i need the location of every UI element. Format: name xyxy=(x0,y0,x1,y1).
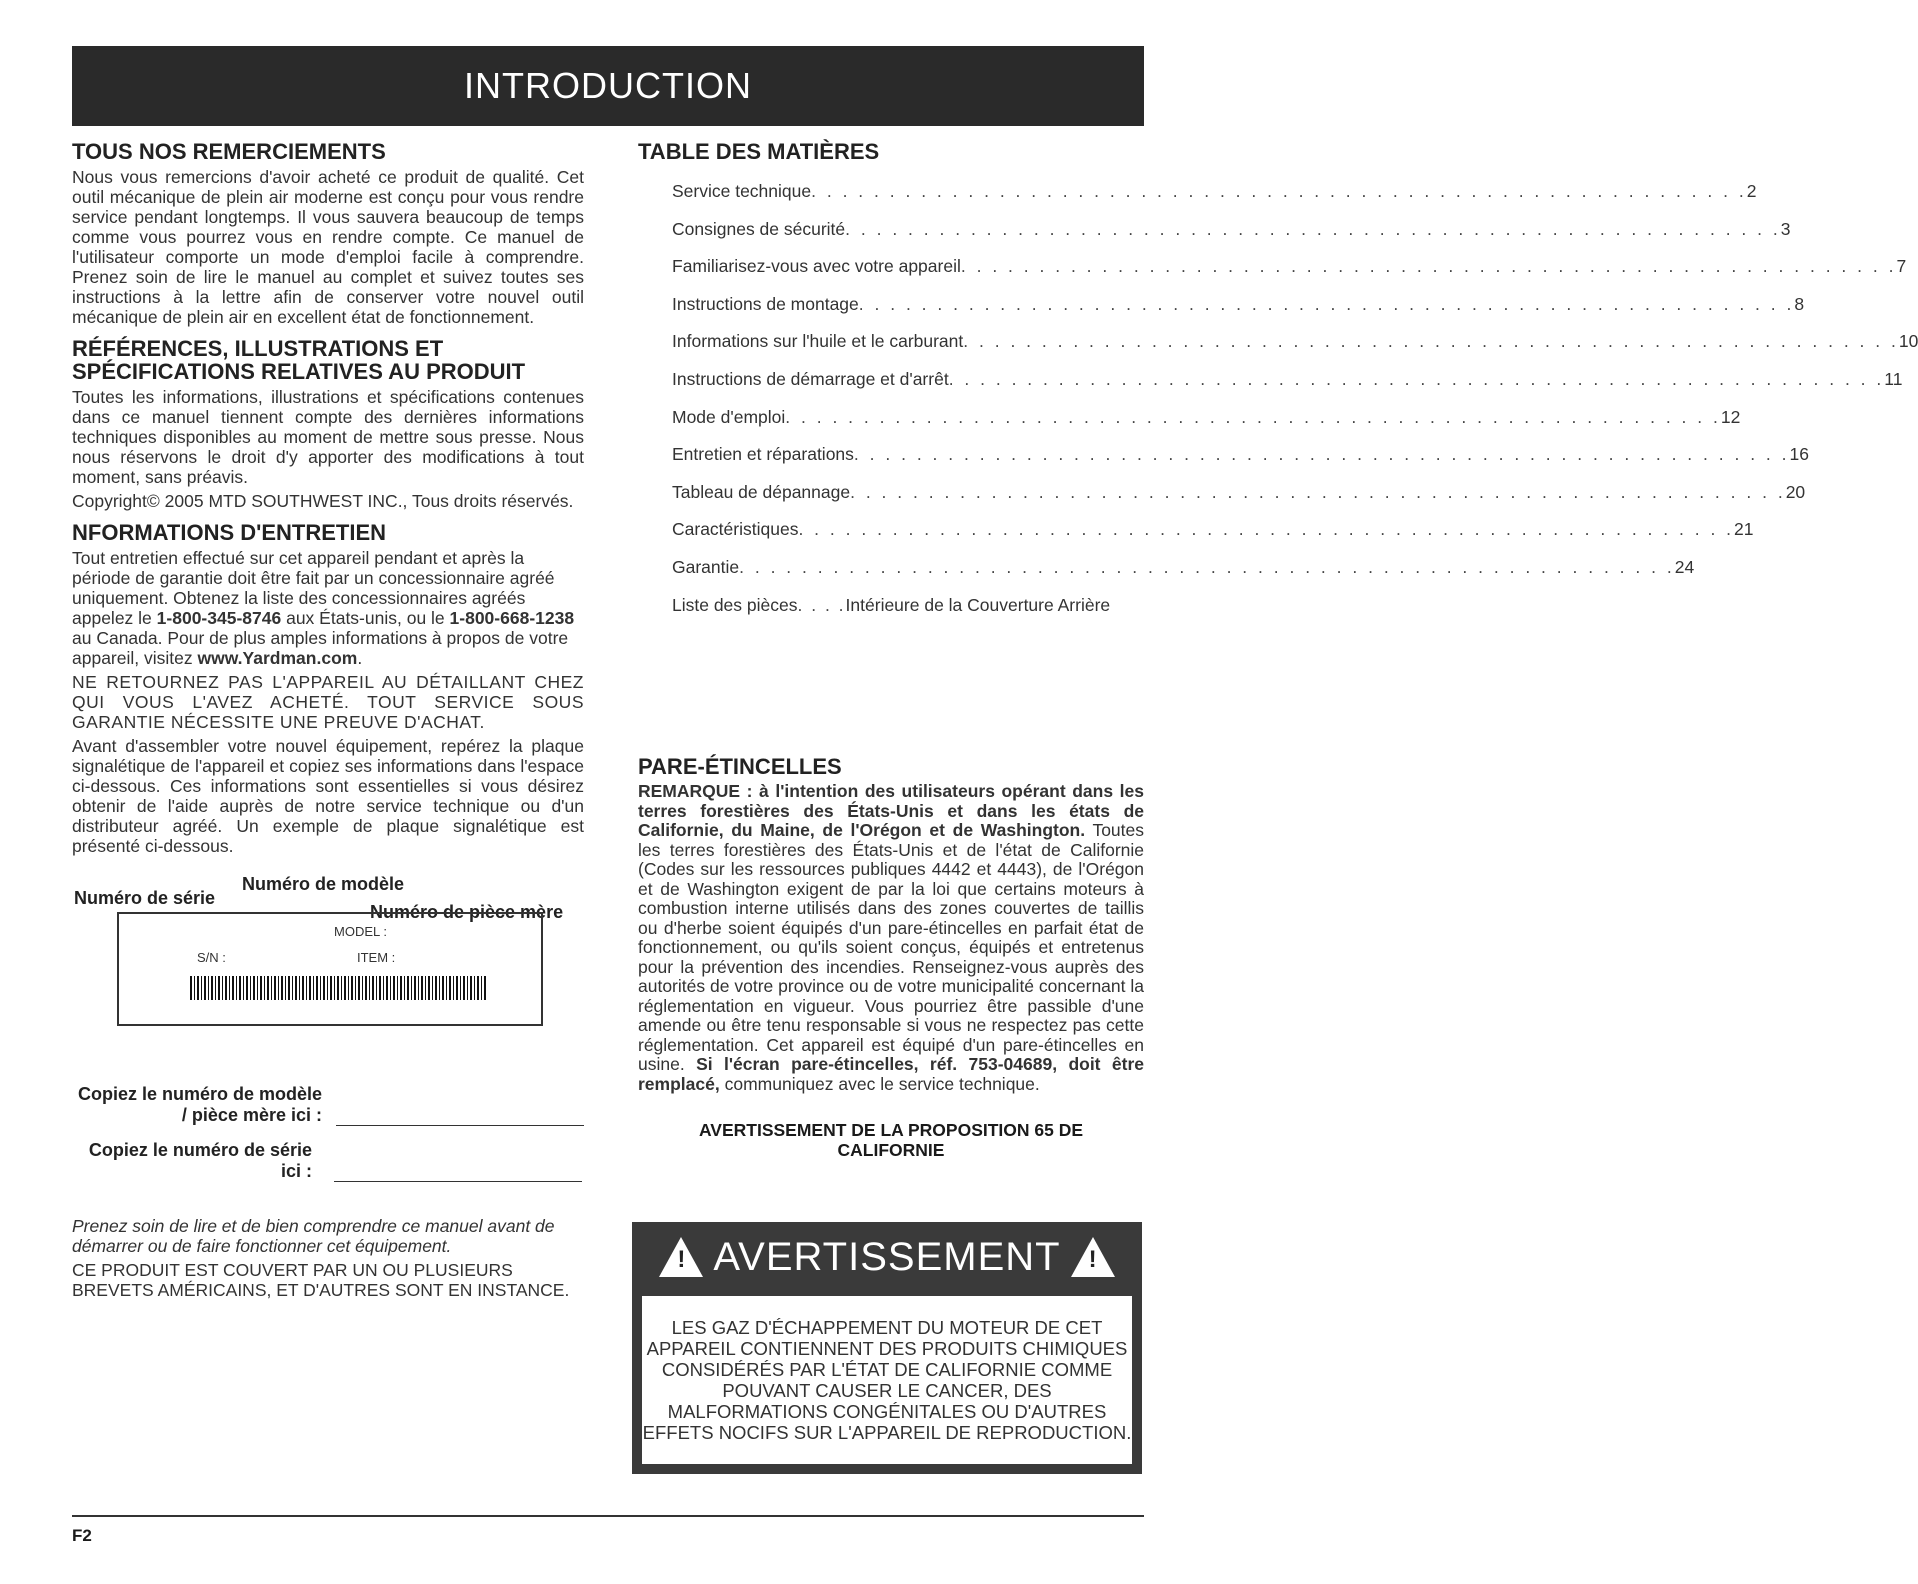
toc-page: 16 xyxy=(1789,444,1809,465)
plate-sn: S/N : xyxy=(197,950,226,965)
footer-rule xyxy=(72,1515,1144,1517)
left-column xyxy=(72,140,584,1304)
toc-item[interactable] xyxy=(672,595,1142,633)
copyright: Copyright© 2005 MTD SOUTHWEST INC., Tous droits réservés. xyxy=(72,491,574,511)
warning-box xyxy=(632,1222,1142,1474)
website-link[interactable]: www.Yardman.com xyxy=(197,648,358,668)
copy-serial-label: Copiez le numéro de série ici : xyxy=(88,1140,312,1181)
toc-page: 11 xyxy=(1884,368,1903,389)
thanks-body: Nous vous remercions d'avoir acheté ce produit de qualité. Cet outil mécanique de plein air moderne est conçu pour vous rendre service pendant longtemps. Il vous sauvera beaucoup de temps comme vous pourrez vous en rendre compte. Ce manuel de l'utilisateur comporte un mode d'emploi facile à comprendre. Prenez soin de lire le manuel au complet et suivez toutes ses instructions à la lettre afin de conserver votre nouvel outil mécanique de plein air en excellent état de fonctionnement. xyxy=(72,167,584,327)
toc-item[interactable] xyxy=(672,368,1903,407)
toc-leader: . . . . . . . . . . . . . . . . . . . . . . . . . . . . . . . . . . . . . . . . . . . . . . . . . . . . . . . . . . . . xyxy=(960,256,1897,277)
warning-title: AVERTISSEMENT xyxy=(713,1234,1061,1279)
copy-model-label: Copiez le numéro de modèle / pièce mère ici : xyxy=(77,1084,322,1125)
toc-page: 2 xyxy=(1746,181,1757,201)
read-manual-note: Prenez soin de lire et de bien comprendre ce manuel avant de démarrer ou de faire fonctionner cet équipement. xyxy=(72,1216,555,1256)
plate-intro: Avant d'assembler votre nouvel équipement, repérez la plaque signalétique de l'appareil et copiez ses informations dans l'espace ci-dessous. Ces informations sont essentielles si vous désirez obtenir de l'aide auprès de notre service technique ou d'un distributeur agréé. Un exemple de plaque signalétique est présenté ci-dessous. xyxy=(72,736,584,856)
warning-body: LES GAZ D'ÉCHAPPEMENT DU MOTEUR DE CET APPAREIL CONTIENNENT DES PRODUITS CHIMIQUES CONSIDÉRÉS PAR L'ÉTAT DE CALIFORNIE COMME POUVANT CAUSER LE CANCER, DES MALFORMATIONS CONGÉNITALES OU D'AUTRES EFFETS NOCIFS SUR L'APPAREIL DE REPRODUCTION. xyxy=(642,1296,1132,1464)
label-part: Numéro de pièce mère xyxy=(370,902,564,922)
spark-heading: PARE-ÉTINCELLES xyxy=(638,754,842,779)
toc-list xyxy=(672,181,1918,632)
toc-item[interactable] xyxy=(672,444,1809,482)
nameplate-diagram xyxy=(72,860,584,1060)
toc-leader: . . . . . . . . . . . . . . . . . . . . . . . . . . . . . . . . . . . . . . . . . . . . . . . . . . . . . . . . . . . . xyxy=(858,293,1795,314)
toc-title: Caractéristiques xyxy=(672,519,799,540)
toc-page: Intérieure de la Couverture Arrière xyxy=(845,594,1111,615)
toc-leader: . . . . . . . . . . . . . . . . . . . . . . . . . . . . . . . . . . . . . . . . . . . . . . . . . . . . . . . . . . . . xyxy=(963,331,1899,352)
phone-ca: 1-800-668-1238 xyxy=(449,608,575,628)
spark-text: Toutes les terres forestières des États-Unis et de l'état de Californie (Codes sur les ressources publiques 4442 et 4443), de l'Orégon et de Washington exigent de par la loi que certains moteurs à combustion interne utilisés dans des zones couvertes de taillis ou d'herbe soient équipés d'un pare-étincelles en parfait état de fonctionnement, ou qu'ils soient conçus, équipés et entretenus pour la prévention des incendies. Renseignez-vous auprès des autorités de votre province ou de votre municipalité concernant la réglementation en vigueur. Vous pourriez être passible d'une amende ou être tenu responsable si vous ne respectez pas cette réglementation. Cet appareil est équipé d'un pare-étincelles en usine. xyxy=(638,820,1144,1074)
toc-title: Liste des pièces xyxy=(672,594,798,615)
barcode xyxy=(190,976,486,1000)
spark-tail: communiquez avec le service technique. xyxy=(724,1073,1040,1094)
copy-serial-field[interactable] xyxy=(334,1163,582,1182)
service-text-a: Tout entretien effectué sur cet appareil pendant et après la période de garantie doit être fait par un concessionnaire agréé uniquement. Obtenez la liste des concessionnaires agréés appelez le xyxy=(72,548,555,628)
service-text-d: . xyxy=(357,648,363,668)
toc-leader: . . . . . . . . . . . . . . . . . . . . . . . . . . . . . . . . . . . . . . . . . . . . . . . . . . . . . . . . . . . . xyxy=(798,519,1735,540)
prop65-heading: AVERTISSEMENT DE LA PROPOSITION 65 DE CALIFORNIE xyxy=(698,1120,1084,1160)
copy-serial-row xyxy=(72,1140,584,1182)
page-number: F2 xyxy=(72,1526,92,1545)
copy-model-row xyxy=(72,1084,584,1126)
toc-title: Entretien et réparations xyxy=(672,444,854,465)
toc-title: Familiarisez-vous avec votre appareil xyxy=(672,256,961,277)
toc-title: Consignes de sécurité xyxy=(672,218,846,239)
service-heading: NFORMATIONS D'ENTRETIEN xyxy=(72,520,387,545)
toc-item[interactable] xyxy=(672,218,1791,257)
plate-model: MODEL : xyxy=(334,924,387,939)
toc-item[interactable] xyxy=(672,519,1754,557)
toc-leader: . . . . . . . . . . . . . . . . . . . . . . . . . . . . . . . . . . . . . . . . . . . . . . . . . . . . . . . . . . . . xyxy=(785,406,1721,427)
toc-item[interactable] xyxy=(672,331,1918,369)
toc-page: 12 xyxy=(1720,406,1741,427)
toc-item[interactable] xyxy=(672,556,1695,595)
refs-body: Toutes les informations, illustrations et spécifications contenues dans ce manuel tiennent compte des dernières informations techniques disponibles au moment de mettre sous presse. Nous nous réservons le droit d'y apporter des modifications à tout moment, sans préavis. xyxy=(72,387,584,487)
toc-leader: . . . . . . . . . . . . . . . . . . . . . . . . . . . . . . . . . . . . . . . . . . . . . . . . . . . . . . . . . . . . xyxy=(811,181,1747,201)
label-serial: Numéro de série xyxy=(74,888,216,908)
refs-heading: RÉFÉRENCES, ILLUSTRATIONS ET SPÉCIFICATIONS RELATIVES AU PRODUIT xyxy=(72,336,526,384)
toc-leader: . . . . . . . . . . . . . . . . . . . . . . . . . . . . . . . . . . . . . . . . . . . . . . . . . . . . . . . . . . . . xyxy=(853,444,1790,465)
service-body xyxy=(72,548,584,668)
toc-page: 20 xyxy=(1785,481,1806,502)
toc-leader: . . . . xyxy=(797,594,846,615)
toc-item[interactable] xyxy=(672,293,1805,332)
toc-leader: . . . . . . . . . . . . . . . . . . . . . . . . . . . . . . . . . . . . . . . . . . . . . . . . . . . . . . . . . . . . xyxy=(739,556,1675,577)
right-column xyxy=(638,139,1918,632)
thanks-heading: TOUS NOS REMERCIEMENTS xyxy=(72,139,386,164)
toc-heading: TABLE DES MATIÈRES xyxy=(638,139,880,164)
label-model: Numéro de modèle xyxy=(242,874,405,894)
toc-leader: . . . . . . . . . . . . . . . . . . . . . . . . . . . . . . . . . . . . . . . . . . . . . . . . . . . . . . . . . . . . xyxy=(850,481,1786,502)
toc-title: Tableau de dépannage xyxy=(672,481,851,502)
toc-page: 10 xyxy=(1898,331,1918,352)
service-text-b: aux États-unis, ou le xyxy=(286,608,445,628)
intro-banner xyxy=(72,46,1144,126)
warning-icon: ! xyxy=(659,1237,703,1277)
plate-item: ITEM : xyxy=(357,950,396,965)
toc-item[interactable] xyxy=(672,181,1757,219)
toc-page: 7 xyxy=(1896,256,1907,277)
banner-title: INTRODUCTION xyxy=(464,65,752,106)
toc-page: 21 xyxy=(1734,519,1754,540)
copy-model-field[interactable] xyxy=(336,1107,584,1126)
toc-title: Service technique xyxy=(672,181,812,201)
phone-us: 1-800-345-8746 xyxy=(156,608,282,628)
spark-replace: Si l'écran pare-étincelles, réf. 753-04689, doit être remplacé, xyxy=(638,1054,1144,1094)
spark-note: REMARQUE : à l'intention des utilisateurs opérant dans les terres forestières des États-Unis et dans les états de Californie, du Maine, de l'Orégon et de Washington. xyxy=(638,781,1144,840)
toc-page: 24 xyxy=(1674,556,1695,577)
patent-notice: CE PRODUIT EST COUVERT PAR UN OU PLUSIEURS BREVETS AMÉRICAINS, ET D'AUTRES SONT EN INSTANCE. xyxy=(72,1260,570,1300)
service-text-c: au Canada. Pour de plus amples informations à propos de votre appareil, visitez xyxy=(72,628,569,668)
nameplate xyxy=(117,912,543,1026)
toc-page: 8 xyxy=(1794,293,1805,314)
toc-item[interactable] xyxy=(672,481,1806,520)
toc-title: Instructions de démarrage et d'arrêt xyxy=(672,368,949,389)
spark-body xyxy=(638,782,1144,1094)
toc-title: Garantie xyxy=(672,556,740,577)
toc-page: 3 xyxy=(1780,218,1791,239)
toc-item[interactable] xyxy=(672,406,1741,445)
toc-title: Mode d'emploi xyxy=(672,406,786,427)
return-notice: NE RETOURNEZ PAS L'APPAREIL AU DÉTAILLANT CHEZ QUI VOUS L'AVEZ ACHETÉ. TOUT SERVICE SOUS GARANTIE NÉCESSITE UNE PREUVE D'ACHAT. xyxy=(72,672,584,732)
toc-leader: . . . . . . . . . . . . . . . . . . . . . . . . . . . . . . . . . . . . . . . . . . . . . . . . . . . . . . . . . . . . xyxy=(845,218,1781,239)
toc-title: Instructions de montage xyxy=(672,293,859,314)
toc-item[interactable] xyxy=(672,256,1907,294)
spark-section xyxy=(638,755,1144,1160)
warning-icon: ! xyxy=(1071,1237,1115,1277)
toc-leader: . . . . . . . . . . . . . . . . . . . . . . . . . . . . . . . . . . . . . . . . . . . . . . . . . . . . . . . . . . . . xyxy=(948,368,1885,389)
toc-title: Informations sur l'huile et le carburant xyxy=(672,331,964,352)
warning-header xyxy=(632,1222,1142,1292)
